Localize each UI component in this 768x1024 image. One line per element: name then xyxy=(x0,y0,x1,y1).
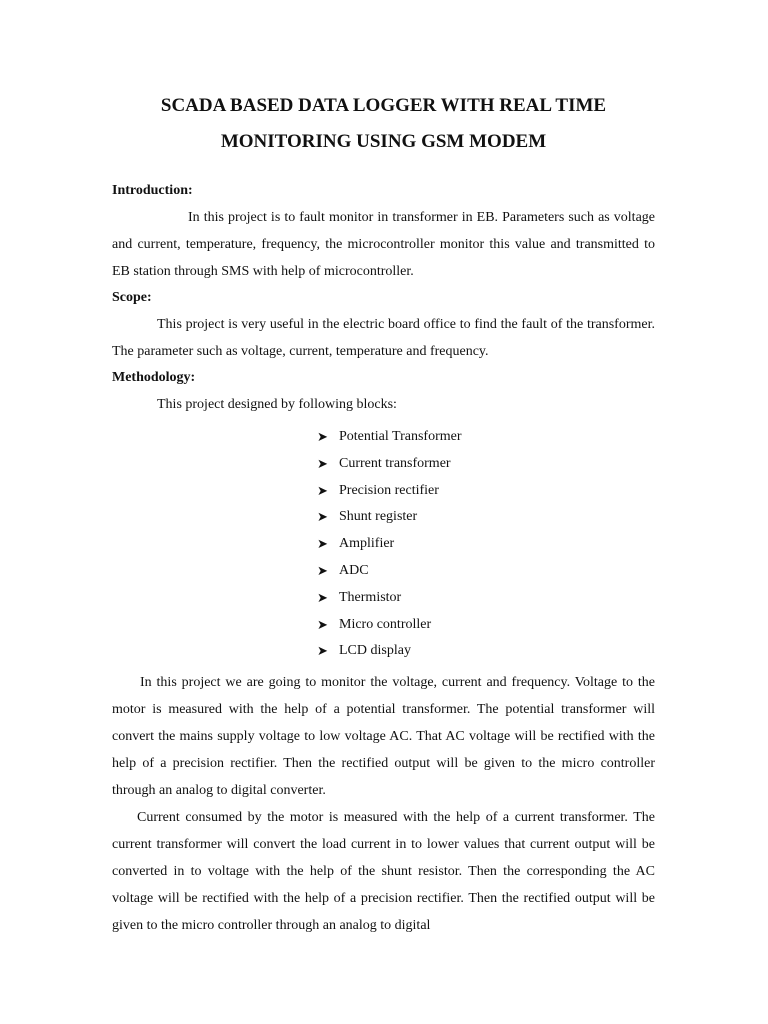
document-page xyxy=(112,88,655,939)
arrowhead-bullet-icon: ➤ xyxy=(317,429,328,444)
introduction-section xyxy=(112,178,655,285)
block-item-label: ADC xyxy=(339,562,369,578)
list-item xyxy=(317,478,655,505)
list-item xyxy=(317,424,655,451)
introduction-heading: Introduction: xyxy=(112,183,193,198)
arrowhead-bullet-icon: ➤ xyxy=(317,616,328,632)
block-item-label: Micro controller xyxy=(339,616,432,632)
list-item xyxy=(317,504,655,531)
methodology-section xyxy=(112,365,655,939)
block-item-label: Thermistor xyxy=(339,589,402,605)
block-item-label: Shunt register xyxy=(339,509,418,525)
block-item-label: Amplifier xyxy=(339,536,395,552)
title-line-2: MONITORING USING GSM MODEM xyxy=(220,131,547,152)
scope-section xyxy=(112,285,655,365)
block-list xyxy=(112,424,655,665)
title-line-1: SCADA BASED DATA LOGGER WITH REAL TIME xyxy=(160,95,607,116)
arrowhead-bullet-icon: ➤ xyxy=(317,589,328,605)
list-item xyxy=(317,531,655,558)
arrowhead-bullet-icon: ➤ xyxy=(317,455,328,471)
list-item xyxy=(317,558,655,585)
arrowhead-bullet-icon: ➤ xyxy=(317,509,328,525)
list-item xyxy=(317,585,655,612)
introduction-text: In this project is to fault monitor in transformer in EB. Parameters such as voltage and current, temperature, frequency, the microcontroller monitor this value and transmitted to EB station through SMS with help of microcontroller. xyxy=(112,210,655,279)
arrowhead-bullet-icon: ➤ xyxy=(317,482,328,498)
block-item-label: Current transformer xyxy=(339,455,451,471)
scope-text: This project is very useful in the electric board office to find the fault of the transformer. The parameter such as voltage, current, temperature and frequency. xyxy=(112,317,655,359)
document-title xyxy=(112,88,655,160)
block-item-label: LCD display xyxy=(339,643,411,659)
methodology-heading: Methodology: xyxy=(112,370,196,385)
list-item xyxy=(317,451,655,478)
scope-heading: Scope: xyxy=(112,290,152,305)
arrowhead-bullet-icon: ➤ xyxy=(317,536,328,552)
block-item-label: Potential Transformer xyxy=(339,429,462,444)
methodology-paragraph-1: In this project we are going to monitor the voltage, current and frequency. Voltage to the motor is measured with the help of a potential transformer. The potential transformer will convert the mains supply voltage to low voltage AC. That AC voltage will be rectified with the help of a precision rectifier. Then the rectified output will be given to the micro controller through an analog to digital converter. xyxy=(112,675,655,799)
arrowhead-bullet-icon: ➤ xyxy=(317,562,328,578)
methodology-paragraph-2: Current consumed by the motor is measured with the help of a current transformer. The current transformer will convert the load current in to lower values that current output will be converted in to voltage with the help of the shunt resistor. Then the corresponding the AC voltage will be rectified with the help of a precision rectifier. Then the rectified output will be given to the micro controller through an analog to digital xyxy=(112,810,655,934)
block-item-label: Precision rectifier xyxy=(339,482,439,498)
arrowhead-bullet-icon: ➤ xyxy=(317,643,328,659)
list-item xyxy=(317,638,655,665)
methodology-intro: This project designed by following blocks: xyxy=(157,397,397,412)
list-item xyxy=(317,612,655,639)
